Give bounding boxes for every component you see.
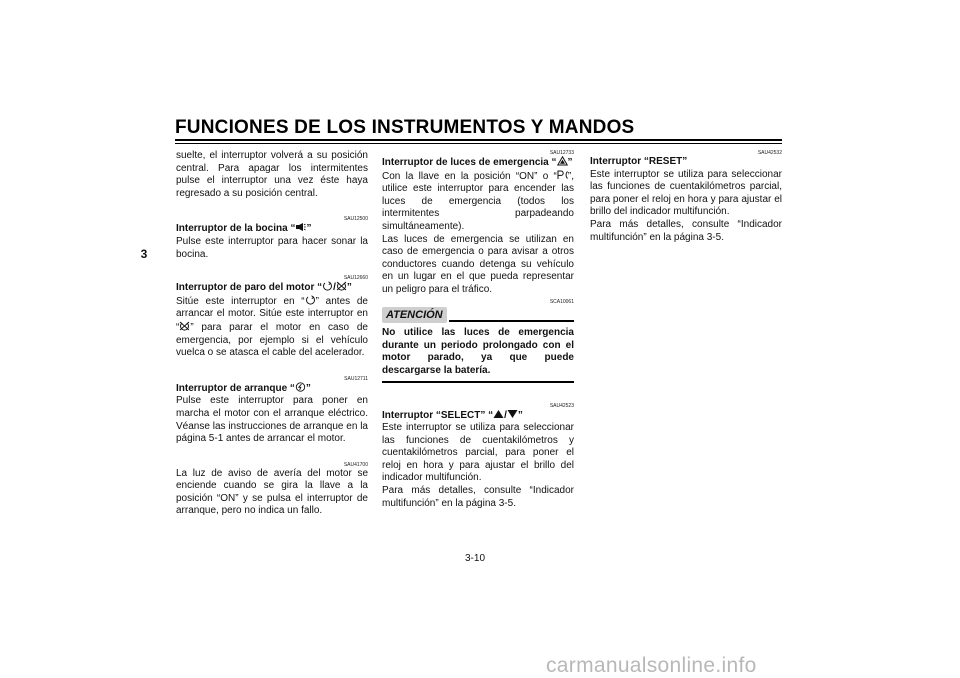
engine-stop-icon	[179, 321, 190, 331]
section-code: SAU12711	[344, 375, 368, 382]
section-code: SCA10061	[549, 298, 574, 305]
section-code: SAU12500	[343, 216, 368, 223]
caution-end-rule	[382, 381, 574, 383]
start-switch-heading: Interruptor de arranque “ ”	[176, 382, 311, 394]
horn-switch-heading: Interruptor de la bocina “ ”	[176, 223, 312, 235]
parking-icon	[557, 170, 568, 180]
caution-text: No utilice las luces de emergencia durante un periodo prolongado con el motor parado, ya que puede descargarse la batería.	[382, 327, 574, 376]
section-code: SAU42523	[549, 402, 574, 409]
section-code: SAU42532	[757, 150, 782, 156]
reset-switch-heading: Interruptor “RESET”	[590, 156, 688, 167]
reset-switch-reference: Para más detalles, consulte “Indicador multifunción” en la página 3-5.	[590, 218, 782, 243]
down-triangle-icon	[507, 409, 518, 419]
caution-banner	[382, 307, 574, 324]
hazard-icon	[557, 156, 568, 166]
caution-rule	[449, 320, 574, 322]
select-switch-heading: Interruptor “SELECT” “ / ”	[382, 409, 523, 421]
hazard-switch-body: Con la llave en la posición “ON” o “ ”, utilice este interruptor para encender las luces de emergencia (todos los intermitentes parpadeando simultáneamente).	[382, 170, 574, 232]
horn-switch-body: Pulse este interruptor para hacer sonar la bocina.	[176, 235, 368, 260]
start-switch-body: Pulse este interruptor para poner en marcha el motor con el arranque eléctrico. Véanse las instrucciones de arranque en la página 5-1 antes de arrancar el motor.	[176, 395, 368, 445]
start-icon	[295, 382, 306, 392]
engine-run-icon	[322, 281, 333, 291]
watermark: carmanualsonline.info	[546, 654, 757, 677]
page-number: 3-10	[465, 553, 486, 564]
select-switch-reference: Para más detalles, consulte “Indicador multifunción” en la página 3-5.	[382, 485, 574, 509]
reset-switch-body: Este interruptor se utiliza para seleccionar las funciones de cuentakilómetros parcial, para poner el reloj en hora y para ajustar el brillo del indicador multifunción.	[590, 168, 782, 218]
hazard-switch-heading: Interruptor de luces de emergencia “ ”	[382, 157, 573, 168]
malfunction-light-body: La luz de aviso de avería del motor se enciende cuando se gira la llave a la posición “ON” y se pulsa el interruptor de arranque, pero no indica un fallo.	[176, 467, 368, 517]
page-title: FUNCIONES DE LOS INSTRUMENTOS Y MANDOS	[175, 117, 635, 138]
select-switch-body: Este interruptor se utiliza para seleccionar las funciones de cuentakilómetros y cuentakilómetros parcial, para poner el reloj en hora y para ajustar el brillo del indicador multifunción.	[382, 422, 574, 484]
caution-badge: ATENCIÓN	[382, 307, 447, 324]
section-code: SAU12733	[549, 150, 574, 156]
engine-stop-icon	[336, 281, 347, 291]
engine-stop-switch-heading: Interruptor de paro del motor “ / ”	[176, 282, 352, 294]
up-triangle-icon	[493, 409, 504, 419]
section-code: SAU12660	[343, 275, 368, 282]
column-1	[176, 150, 368, 518]
engine-run-icon	[305, 295, 316, 305]
intro-paragraph: suelte, el interruptor volverá a su posición central. Para apagar los intermitentes pulse el interruptor una vez éste haya regresado a su posición central.	[176, 150, 368, 199]
column-2	[382, 150, 574, 510]
horn-icon	[295, 222, 306, 232]
engine-stop-switch-body: Sitúe este interruptor en “ ” antes de arrancar el motor. Sitúe este interruptor en “ ” para parar el motor en caso de emergencia, por ejemplo si el vehículo vuelca o se atasca el cable del acelerador.	[176, 295, 368, 359]
header-rule-thin	[175, 143, 782, 144]
hazard-usage-body: Las luces de emergencia se utilizan en caso de emergencia o para avisar a otros conductores cuando detenga su vehículo en un lugar en el que pueda representar un peligro para el tráfico.	[382, 233, 574, 295]
section-code: SAU41700	[343, 461, 368, 468]
header-rule	[175, 139, 782, 141]
column-3	[590, 150, 782, 244]
chapter-tab: 3	[140, 247, 148, 261]
